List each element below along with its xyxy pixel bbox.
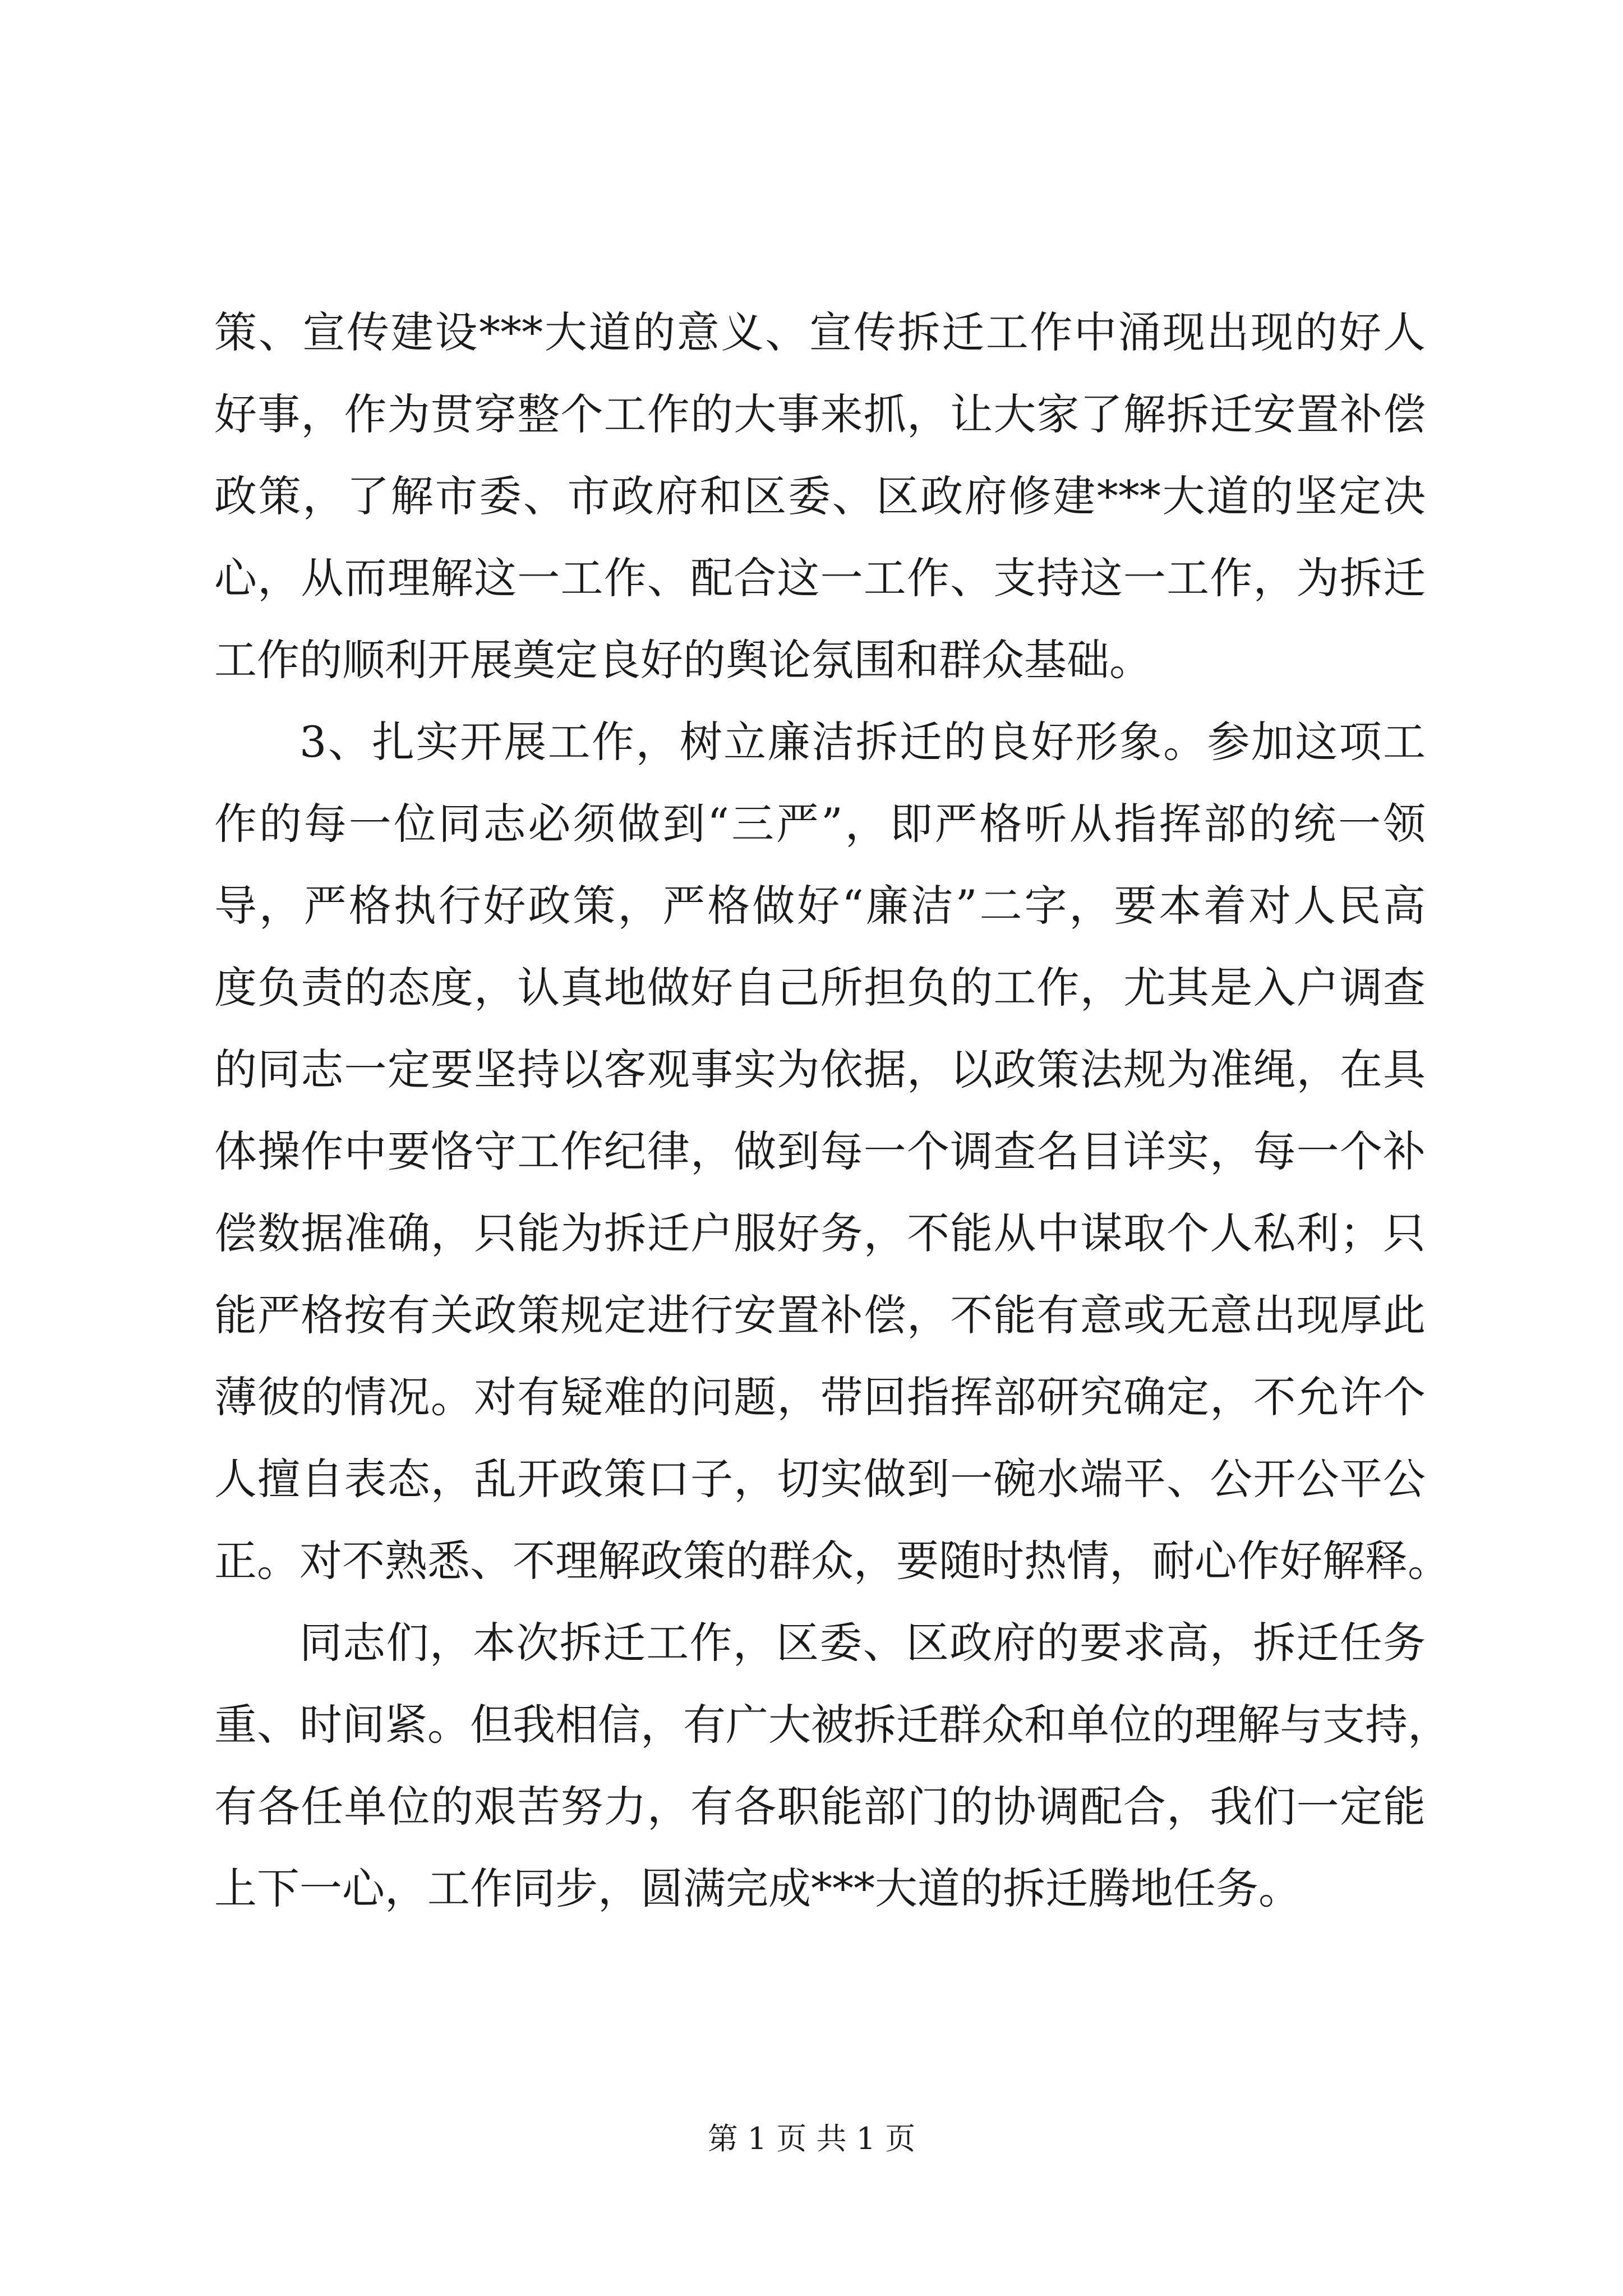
text-line: 薄彼的情况。对有疑难的问题，带回指挥部研究确定，不允许个 [214,1372,1426,1422]
paragraph-1 [214,292,1426,701]
text-line: 导，严格执行好政策，严格做好“廉洁”二字，要本着对人民高 [214,881,1426,931]
text-line: 的同志一定要坚持以客观事实为依据，以政策法规为准绳，在具 [214,1045,1426,1094]
text-line: 能严格按有关政策规定进行安置补偿，不能有意或无意出现厚此 [214,1290,1426,1340]
text-line: 政策，了解市委、市政府和区委、区政府修建***大道的坚定决 [214,471,1426,521]
text-line: 体操作中要恪守工作纪律，做到每一个调查名目详实，每一个补 [214,1126,1426,1176]
text-line: 重、时间紧。但我相信，有广大被拆迁群众和单位的理解与支持， [214,1700,1450,1750]
paragraph-2 [214,701,1450,1602]
text-line: 人擅自表态，乱开政策口子，切实做到一碗水端平、公开公平公 [214,1454,1426,1504]
text-line: 同志们，本次拆迁工作，区委、区政府的要求高，拆迁任务 [299,1618,1426,1668]
text-line: 心，从而理解这一工作、配合这一工作、支持这一工作，为拆迁 [214,553,1426,603]
text-line: 有各任单位的艰苦努力，有各职能部门的协调配合，我们一定能 [214,1782,1426,1832]
text-line: 正。对不熟悉、不理解政策的群众，要随时热情，耐心作好解释。 [214,1536,1450,1586]
paragraph-3 [214,1602,1450,1930]
page-footer: 第 1 页 共 1 页 [707,2121,916,2156]
text-line: 上下一心，工作同步，圆满完成***大道的拆迁腾地任务。 [214,1864,1301,1913]
text-line: 作的每一位同志必须做到“三严”，即严格听从指挥部的统一领 [214,799,1426,849]
text-line: 好事，作为贯穿整个工作的大事来抓，让大家了解拆迁安置补偿 [214,389,1426,439]
text-line: 策、宣传建设***大道的意义、宣传拆迁工作中涌现出现的好人 [214,307,1426,357]
document-body [214,292,1450,1930]
text-line: 度负责的态度，认真地做好自己所担负的工作，尤其是入户调查 [214,963,1426,1013]
text-line: 3、扎实开展工作，树立廉洁拆迁的良好形象。参加这项工 [299,717,1426,767]
text-line: 偿数据准确，只能为拆迁户服好务，不能从中谋取个人私利；只 [214,1208,1426,1258]
text-line: 工作的顺利开展奠定良好的舆论氛围和群众基础。 [214,635,1152,685]
